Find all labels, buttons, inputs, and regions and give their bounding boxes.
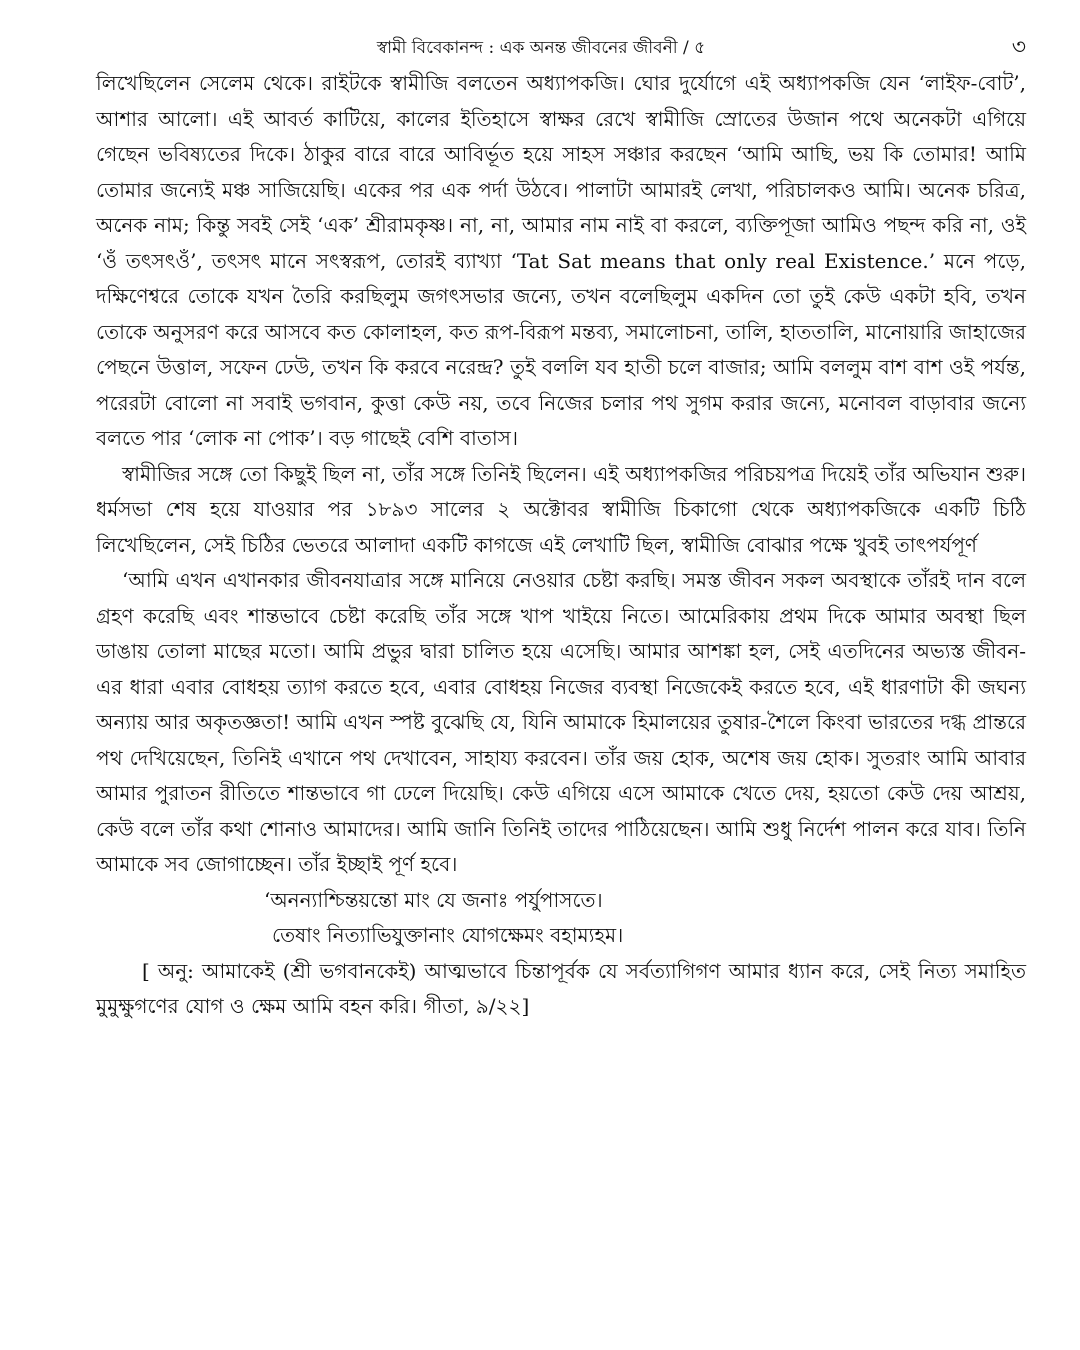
paragraph-1: লিখেছিলেন সেলেম থেকে। রাইটকে স্বামীজি বলতেন অধ্যাপকজি। ঘোর দুর্যোগে এই অধ্যাপকজি যেন ‘লাইফ-বোট’, আশার আলো। এই আবর্ত কাটিয়ে, কালের ইতিহাসে স্বাক্ষর রেখে স্বামীজি স্রোতের উজান পথে অনেকটা এগিয়ে গেছেন ভবিষ্যতের দিকে। ঠাকুর বারে বারে আবির্ভূত হয়ে সাহস সঞ্চার করছেন ‘আমি আছি, ভয় কি তোমার! আমি তোমার জন্যেই মঞ্চ সাজিয়েছি। একের পর এক পর্দা উঠবে। পালাটা আমারই লেখা, পরিচালকও আমি। অনেক চরিত্র, অনেক নাম; কিন্তু সবই সেই ‘এক’ শ্রীরামকৃষ্ণ। না, না, আমার নাম নাই বা করলে, ব্যক্তিপূজা আমিও পছন্দ করি না, ওই ‘ওঁ তৎসৎওঁ’, তৎসৎ মানে সৎস্বরূপ, তোরই ব্যাখ্যা ‘Tat Sat means that only real Existence.’ মনে পড়ে, দক্ষিণেশ্বরে তোকে যখন তৈরি করছিলুম জগৎসভার জন্যে, তখন বলেছিলুম একদিন তো তুই কেউ একটা হবি, তখন তোকে অনুসরণ করে আসবে কত কোলাহল, কত রূপ-বিরূপ মন্তব্য, সমালোচনা, তালি, হাততালি, মানোয়ারি জাহাজের পেছনে উত্তাল, সফেন ঢেউ, তখন কি করবে নরেন্দ্র? তুই বললি যব হাতী চলে বাজার; আমি বললুম বাশ বাশ ওই পর্যন্ত, পরেরটা বোলো না সবাই ভগবান, কুত্তা কেউ নয়, তবে নিজের চলার পথ সুগম করার জন্যে, মনোবল বাড়াবার জন্যে বলতে পার ‘লোক না পোক’। বড় গাছেই বেশি বাতাস। bbox=[96, 71, 1026, 450]
paragraph-2: স্বামীজির সঙ্গে তো কিছুই ছিল না, তাঁর সঙ্গে তিনিই ছিলেন। এই অধ্যাপকজির পরিচয়পত্র দিয়েই তাঁর অভিযান শুরু। ধর্মসভা শেষ হয়ে যাওয়ার পর ১৮৯৩ সালের ২ অক্টোবর স্বামীজি চিকাগো থেকে অধ্যাপকজিকে একটি চিঠি লিখেছিলেন, সেই চিঠির ভেতরে আলাদা একটি কাগজে এই লেখাটি ছিল, স্বামীজি বোঝার পক্ষে খুবই তাৎপর্যপূর্ণ bbox=[96, 461, 1026, 557]
verse-line-2: তেষাং নিত্যাভিযুক্তানাং যোগক্ষেমং বহাম্যহম। bbox=[272, 923, 624, 947]
paragraph-3-letter: ‘আমি এখন এখানকার জীবনযাত্রার সঙ্গে মানিয়ে নেওয়ার চেষ্টা করছি। সমস্ত জীবন সকল অবস্থাকে তাঁরই দান বলে গ্রহণ করেছি এবং শান্তভাবে চেষ্টা করেছি তাঁর সঙ্গে খাপ খাইয়ে নিতে। আমেরিকায় প্রথম দিকে আমার অবস্থা ছিল ডাঙায় তোলা মাছের মতো। আমি প্রভুর দ্বারা চালিত হয়ে এসেছি। আমার আশঙ্কা হল, সেই এতদিনের অভ্যস্ত জীবন-এর ধারা এবার বোধহয় ত্যাগ করতে হবে, এবার বোধহয় নিজের ব্যবস্থা নিজেকেই করতে হবে, এই ধারণাটা কী জঘন্য অন্যায় আর অকৃতজ্ঞতা! আমি এখন স্পষ্ট বুঝেছি যে, যিনি আমাকে হিমালয়ের তুষার-শৈলে কিংবা ভারতের দগ্ধ প্রান্তরে পথ দেখিয়েছেন, তিনিই এখানে পথ দেখাবেন, সাহায্য করবেন। তাঁর জয় হোক, অশেষ জয় হোক। সুতরাং আমি আবার আমার পুরাতন রীতিতে শান্তভাবে গা ঢেলে দিয়েছি। কেউ এগিয়ে এসে আমাকে খেতে দেয়, হয়তো কেউ দেয় আশ্রয়, কেউ বলে তাঁর কথা শোনাও আমাদের। আমি জানি তিনিই তাদের পাঠিয়েছেন। আমি শুধু নির্দেশ পালন করে যাব। তিনি আমাকে সব জোগাচ্ছেন। তাঁর ইচ্ছাই পূর্ণ হবে। bbox=[96, 568, 1026, 876]
body-text bbox=[96, 66, 1026, 883]
book-page bbox=[96, 30, 1026, 1025]
page-number: ৩ bbox=[1011, 35, 1026, 60]
gita-verse bbox=[96, 883, 1026, 954]
translation-note: [ অনু: আমাকেই (শ্রী ভগবানকেই) আত্মভাবে চিন্তাপূর্বক যে সর্বত্যাগিগণ আমার ধ্যান করে, সেই নিত্য সমাহিত মুমুক্ষুগণের যোগ ও ক্ষেম আমি বহন করি। গীতা, ৯/২২] bbox=[96, 958, 1026, 1018]
running-header bbox=[96, 30, 1026, 66]
verse-line-1: ‘অনন্যাশ্চিন্তয়ন্তো মাং যে জনাঃ পর্যুপাসতে। bbox=[264, 887, 603, 912]
running-title: স্বামী বিবেকানন্দ : এক অনন্ত জীবনের জীবনী / ৫ bbox=[376, 38, 706, 58]
